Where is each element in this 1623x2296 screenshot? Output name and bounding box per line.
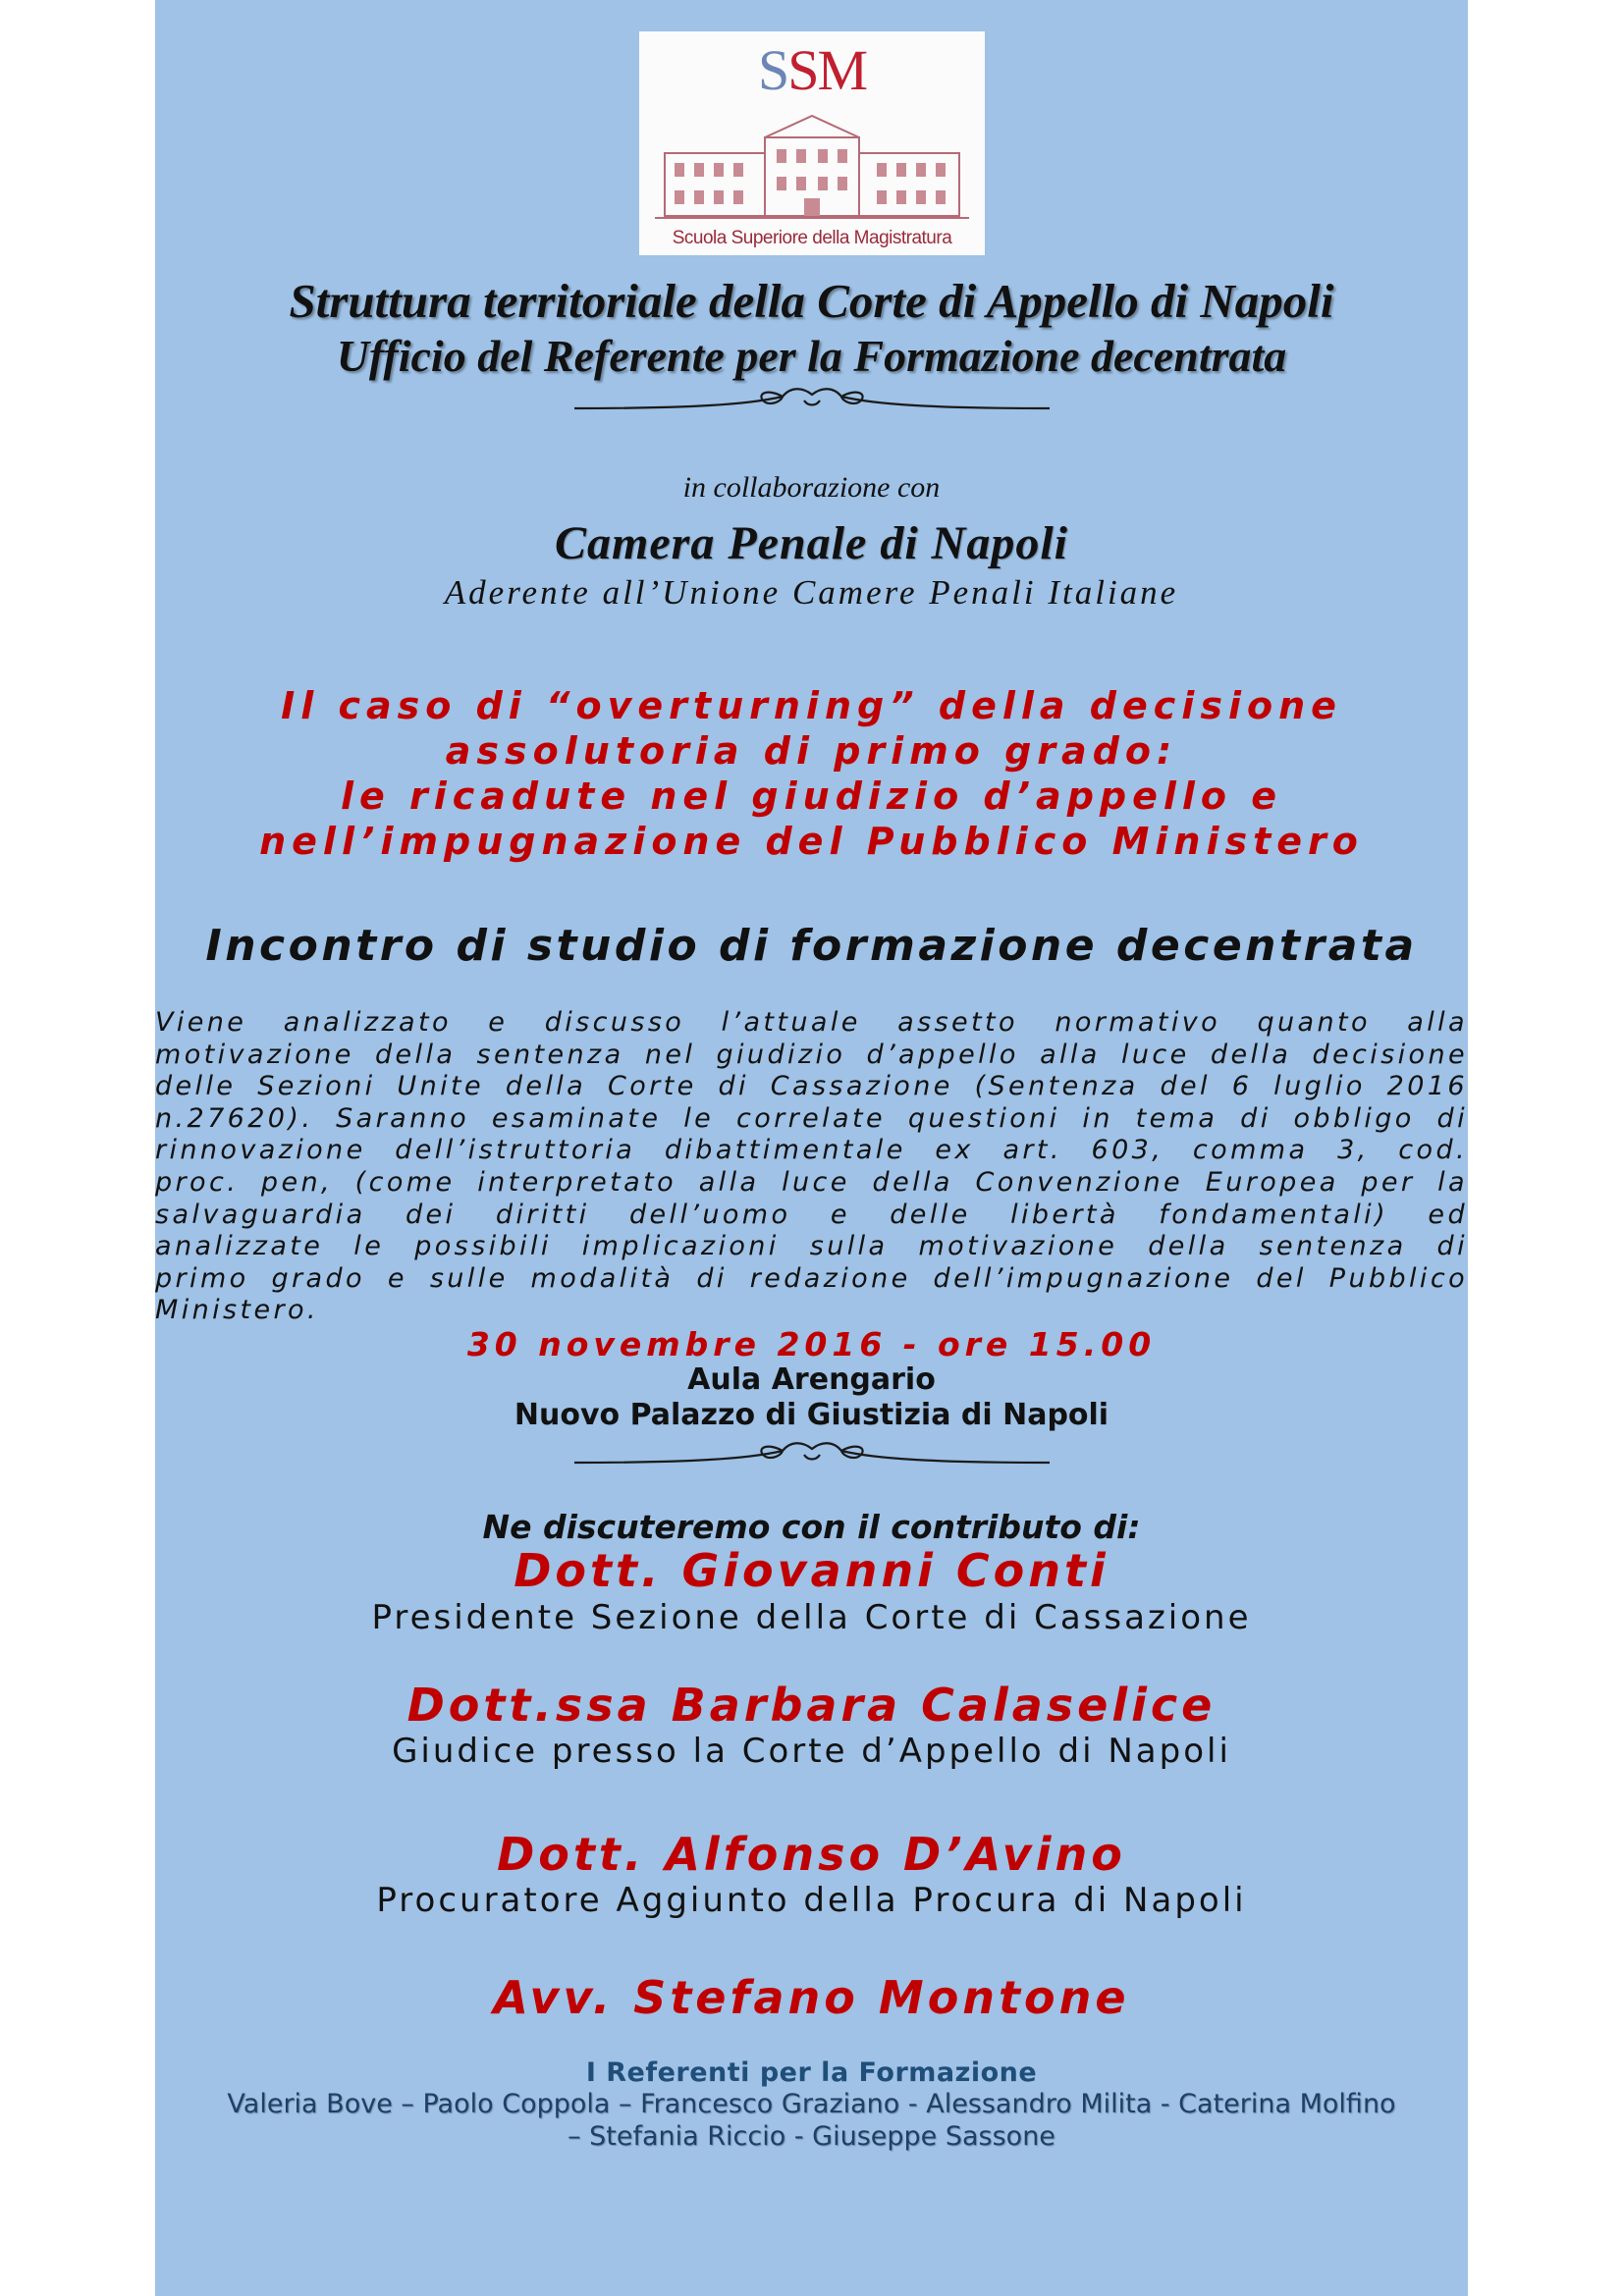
speaker-name: Dott. Giovanni Conti [514, 1544, 1109, 1597]
event-description [155, 1007, 1468, 1327]
description-line: delle Sezioni Unite della Corte di Cassazione (Sentenza del 6 luglio 2016 [155, 1071, 1468, 1102]
description-line: Ministero. [155, 1295, 319, 1326]
event-title-line-4: nell’impugnazione del Pubblico Ministero [259, 820, 1364, 863]
event-building: Nuovo Palazzo di Giustizia di Napoli [514, 1398, 1109, 1432]
speaker-role: Presidente Sezione della Corte di Cassazione [371, 1598, 1252, 1637]
event-subtitle: Incontro di studio di formazione decentrata [205, 921, 1418, 971]
ornament-divider-icon [572, 1433, 1052, 1468]
header-line-2: Ufficio del Referente per la Formazione decentrata [336, 331, 1287, 381]
referents-title: I Referenti per la Formazione [585, 2057, 1038, 2088]
referents-names: – Stefania Riccio - Giuseppe Sassone [568, 2121, 1055, 2152]
description-line: n.27620). Saranno esaminate le correlate questioni in tema di obbligo di [155, 1102, 1468, 1134]
description-line: motivazione della sentenza nel giudizio d’appello alla luce della decisione [155, 1039, 1468, 1070]
speaker-role: Procuratore Aggiunto della Procura di Napoli [376, 1881, 1247, 1920]
event-title-line-1: Il caso di “overturning” della decisione [281, 684, 1342, 727]
description-line: analizzate le possibili implicazioni sulla motivazione della sentenza di [155, 1231, 1468, 1262]
header-line-1: Struttura territoriale della Corte di Appello di Napoli [289, 274, 1334, 328]
description-line: primo grado e sulle modalità di redazione dell’impugnazione del Pubblico [155, 1262, 1468, 1294]
partner-name: Camera Penale di Napoli [555, 517, 1068, 569]
poster-panel [155, 0, 1468, 2296]
event-title-line-2: assolutoria di primo grado: [445, 729, 1178, 773]
speaker-name: Avv. Stefano Montone [493, 1971, 1130, 2024]
speaker-name: Dott.ssa Barbara Calaselice [406, 1679, 1217, 1732]
description-line: proc. pen, (come interpretato alla luce della Convenzione Europea per la [155, 1166, 1468, 1198]
referents-names: Valeria Bove – Paolo Coppola – Francesco Graziano - Alessandro Milita - Caterina Molfino [227, 2089, 1396, 2119]
event-room: Aula Arengario [687, 1362, 936, 1397]
description-line: rinnovazione dell’istruttoria dibattimentale ex art. 603, comma 3, cod. [155, 1135, 1468, 1166]
ornament-divider-icon [572, 379, 1052, 414]
speaker-name: Dott. Alfonso D’Avino [497, 1828, 1126, 1881]
collaboration-intro: in collaborazione con [682, 471, 941, 504]
logo-acronym: SSM [757, 38, 867, 102]
speakers-intro: Ne discuteremo con il contributo di: [482, 1508, 1141, 1546]
speaker-role: Giudice presso la Corte d’Appello di Napoli [392, 1732, 1231, 1771]
description-line: Viene analizzato e discusso l’attuale assetto normativo quanto alla [155, 1007, 1468, 1038]
ssm-logo [639, 31, 985, 255]
description-line: salvaguardia dei diritti dell’uomo e delle libertà fondamentali) ed [155, 1199, 1468, 1230]
logo-caption: Scuola Superiore della Magistratura [672, 228, 952, 248]
palace-illustration-icon [655, 108, 969, 224]
partner-affiliation: Aderente all’Unione Camere Penali Italiane [444, 573, 1179, 612]
event-title-line-3: le ricadute nel giudizio d’appello e [340, 774, 1283, 818]
event-datetime: 30 novembre 2016 - ore 15.00 [466, 1325, 1157, 1363]
